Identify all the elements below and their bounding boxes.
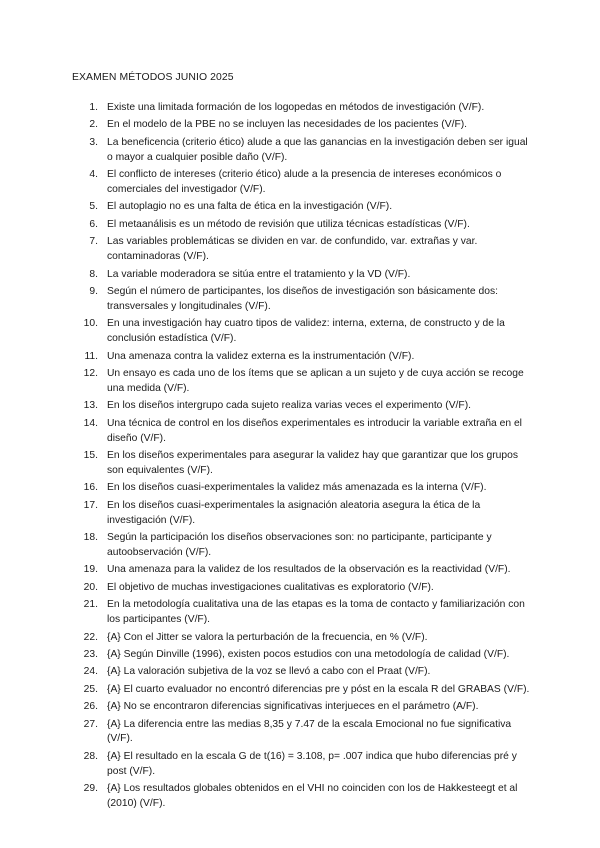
question-text: {A} La valoración subjetiva de la voz se llevó a cabo con el Praat (V/F). — [107, 666, 431, 678]
question-text: En una investigación hay cuatro tipos de validez: interna, externa, de constructo y de la conclusión estadística (V/F). — [107, 318, 505, 345]
question-text: Una amenaza para la validez de los resultados de la observación es la reactividad (V/F). — [107, 564, 511, 576]
question-number: 16. — [83, 482, 98, 494]
document-title: EXAMEN MÉTODOS JUNIO 2025 — [72, 72, 234, 83]
question-text: Una amenaza contra la validez externa es la instrumentación (V/F). — [107, 350, 415, 362]
question-item — [72, 683, 532, 698]
question-list — [72, 101, 532, 814]
question-number: 26. — [83, 701, 98, 713]
question-item — [72, 581, 532, 596]
question-item — [72, 750, 532, 780]
question-item — [72, 350, 532, 365]
question-text: En los diseños cuasi-experimentales la asignación aleatoria asegura la ética de la investigación (V/F). — [107, 499, 481, 526]
question-number: 17. — [83, 499, 98, 511]
question-item — [72, 718, 532, 748]
question-number: 29. — [83, 783, 98, 795]
question-item — [72, 782, 532, 812]
question-text: La variable moderadora se sitúa entre el tratamiento y la VD (V/F). — [107, 268, 411, 280]
question-item — [72, 481, 532, 496]
question-text: En el modelo de la PBE no se incluyen las necesidades de los pacientes (V/F). — [107, 119, 468, 131]
question-item — [72, 317, 532, 347]
question-number: 25. — [83, 683, 98, 695]
question-number: 5. — [89, 201, 98, 213]
question-text: {A} Con el Jitter se valora la perturbación de la frecuencia, en % (V/F). — [107, 631, 428, 643]
question-item — [72, 631, 532, 646]
question-text: En los diseños experimentales para asegurar la validez hay que garantizar que los grupos son equivalentes (V/F). — [107, 450, 518, 476]
question-number: 20. — [83, 581, 98, 593]
question-number: 4. — [89, 169, 98, 181]
question-item — [72, 563, 532, 578]
question-number: 15. — [83, 450, 98, 462]
question-text: Según la participación los diseños observaciones son: no participante, participante y autoobservación (V/F). — [107, 532, 492, 558]
question-item — [72, 367, 532, 397]
question-text: En los diseños cuasi-experimentales la validez más amenazada es la interna (V/F). — [107, 482, 487, 494]
question-item — [72, 449, 532, 479]
question-number: 22. — [83, 631, 98, 643]
question-text: {A} El cuarto evaluador no encontró diferencias pre y póst en la escala R del GRABAS (V/F). — [107, 683, 530, 695]
question-number: 24. — [83, 666, 98, 678]
question-number: 1. — [89, 102, 98, 113]
question-number: 7. — [89, 236, 98, 248]
question-text: La beneficencia (criterio ético) alude a que las ganancias en la investigación deben ser igual o mayor a cualquier posible daño (V/F). — [107, 136, 528, 163]
question-number: 12. — [83, 368, 98, 379]
question-text: Según el número de participantes, los diseños de investigación son básicamente dos: transversales y longitudinales (V/F). — [107, 285, 498, 312]
question-number: 10. — [83, 318, 98, 330]
question-item — [72, 285, 532, 315]
question-item — [72, 168, 532, 198]
question-item — [72, 235, 532, 265]
question-item — [72, 399, 532, 414]
question-number: 13. — [83, 400, 98, 412]
question-number: 6. — [89, 218, 98, 230]
question-text: En los diseños intergrupo cada sujeto realiza varias veces el experimento (V/F). — [107, 400, 472, 412]
question-text: {A} El resultado en la escala G de t(16) = 3.108, p= .007 indica que hubo diferencias pré y post (V/F). — [107, 750, 517, 777]
question-text: Una técnica de control en los diseños experimentales es introducir la variable extraña en el diseño (V/F). — [107, 417, 522, 444]
question-item — [72, 700, 532, 715]
question-text: {A} Según Dinville (1996), existen pocos estudios con una metodología de calidad (V/F). — [107, 648, 510, 660]
question-item — [72, 268, 532, 283]
question-number: 9. — [89, 285, 98, 297]
question-text: El autoplagio no es una falta de ética en la investigación (V/F). — [107, 201, 393, 213]
question-text: {A} Los resultados globales obtenidos en el VHI no coinciden con los de Hakkesteegt et al (2010) (V/F). — [107, 783, 518, 810]
question-text: Un ensayo es cada uno de los ítems que se aplican a un sujeto y de cuya acción se recoge una medida (V/F). — [107, 368, 524, 394]
question-number: 3. — [89, 136, 98, 148]
question-number: 2. — [89, 119, 98, 131]
question-text: En la metodología cualitativa una de las etapas es la toma de contacto y familiarización con los participantes (V/F). — [107, 599, 525, 626]
question-number: 14. — [83, 417, 98, 429]
question-item — [72, 531, 532, 561]
question-number: 19. — [83, 564, 98, 576]
question-item — [72, 118, 532, 133]
question-number: 28. — [83, 750, 98, 762]
question-text: {A} No se encontraron diferencias significativas interjueces en el parámetro (A/F). — [107, 701, 479, 713]
question-text: El metaanálisis es un método de revisión que utiliza técnicas estadísticas (V/F). — [107, 218, 470, 230]
question-item — [72, 136, 532, 166]
question-number: 21. — [83, 599, 98, 611]
question-number: 18. — [83, 532, 98, 544]
question-text: {A} La diferencia entre las medias 8,35 y 7.47 de la escala Emocional no fue significativa (V/F). — [107, 718, 512, 745]
question-number: 11. — [84, 350, 98, 362]
question-item — [72, 200, 532, 215]
question-item — [72, 499, 532, 529]
question-text: Las variables problemáticas se dividen en var. de confundido, var. extrañas y var. contaminadoras (V/F). — [107, 236, 478, 263]
question-text: Existe una limitada formación de los logopedas en métodos de investigación (V/F). — [107, 102, 485, 113]
question-number: 27. — [83, 718, 98, 730]
question-item — [72, 648, 532, 663]
question-text: El objetivo de muchas investigaciones cualitativas es exploratorio (V/F). — [107, 581, 434, 593]
question-item — [72, 598, 532, 628]
question-item — [72, 218, 532, 233]
question-text: El conflicto de intereses (criterio ético) alude a la presencia de intereses económicos o comerciales del investigador (V/F). — [107, 169, 502, 196]
question-item — [72, 665, 532, 680]
question-number: 23. — [83, 648, 98, 660]
question-number: 8. — [89, 268, 98, 280]
question-item — [72, 101, 532, 116]
question-item — [72, 417, 532, 447]
